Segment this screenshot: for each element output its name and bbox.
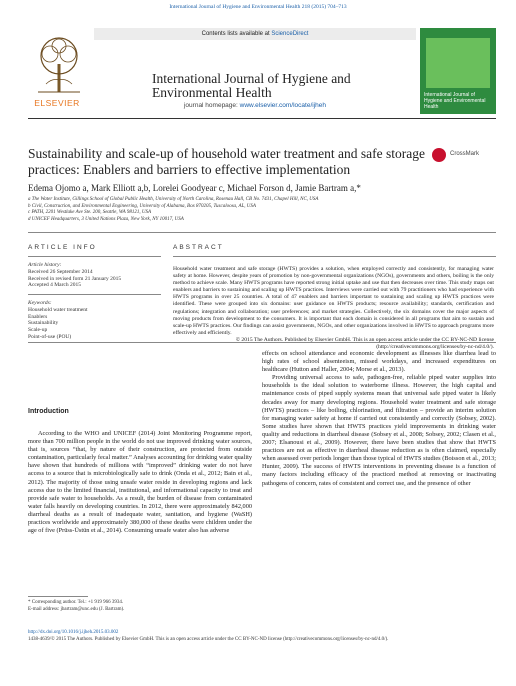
article-history <box>28 262 163 289</box>
author-list: Edema Ojomo a, Mark Elliott a,b, Lorelei Goodyear c, Michael Forson d, Jamie Bartram a,* <box>28 183 361 193</box>
contents-bar <box>94 28 416 40</box>
keyword-item: Enablers <box>28 313 48 320</box>
contents-prefix: Contents lists available at <box>201 31 272 37</box>
page-footer <box>28 630 496 643</box>
footnote-rule <box>28 596 88 597</box>
keyword-item: Point-of-use (POU) <box>28 333 72 340</box>
keywords <box>28 300 163 341</box>
affiliation-a: a The Water Institute, Gillings School of Global Public Health, University of North Carolina, Rosenau Hall, CB No. 7431, Chapel Hill, NC, USA <box>28 197 319 202</box>
history-received: Received 26 September 2014 <box>28 268 93 275</box>
history-accepted: Accepted 4 March 2015 <box>28 282 81 289</box>
article-info-rule <box>28 256 161 257</box>
journal-citation[interactable]: International Journal of Hygiene and Environmental Health 218 (2015) 704–713 <box>169 4 347 10</box>
intro-column-2 <box>262 350 496 488</box>
crossmark-label[interactable]: CrossMark <box>450 151 480 157</box>
journal-homepage <box>94 102 416 109</box>
article-title: Sustainability and scale-up of household water treatment and safe storage practices: Enablers and barriers to effective implementation <box>28 146 425 177</box>
abstract-body: Household water treatment and safe storage (HWTS) provides a solution, when employed correctly and consistently, for managing water safety at home. However, despite years of promotion by non-governmental organizations (NGOs), governments and others, boiling is the only method to achieve scale. Many HWTS programs have reported strong initial uptake and use that then decreases over time. This study maps out enablers and barriers to sustaining and scaling up HWTS practices. Interviews were carried out with 79 practitioners who had experience with HWTS programs in over 25 countries. A total of 47 enablers and barriers important to sustaining and scaling up HWTS practices were identified. These were grouped into six domains: user guidance on HWTS products; resource availability; standards, certification and regulations; integration and collaboration; user preferences; and market strategies. Collectively, the six domains cover the major aspects of moving products from development to the consumers. It is important that each domain is considered in all programs that aim to sustain and scale-up HWTS practices. Our findings can assist governments, NGOs, and other organizations involved in HWTS to approach programs more effectively and efficiently. <box>173 266 494 336</box>
homepage-prefix: journal homepage: <box>183 102 240 109</box>
intro-paragraph-2: effects on school attendance and economic development as illnesses like diarrhea lead to high rates of school absenteeism, missed workdays, and increased expenditures on healthcare (Hutton and Haller, 2004; Morse et al., 2013). <box>262 350 496 374</box>
affiliation-rule <box>28 232 496 233</box>
elsevier-tree-logo <box>28 34 90 96</box>
cover-picture <box>426 38 490 88</box>
issn-license: 1438-4639/© 2015 The Authors. Published by Elsevier GmbH. This is an open access article under the CC BY-NC-ND license (http://creativecommons.org/licenses/by-nc-nd/4.0/). <box>28 636 389 642</box>
article-info-heading: ARTICLE INFO <box>28 244 97 251</box>
journal-cover-image <box>420 28 496 114</box>
footnote <box>28 600 252 613</box>
corresponding-author: * Corresponding author. Tel.: +1 919 966 3934. <box>28 600 124 605</box>
abstract-copyright: © 2015 The Authors. Published by Elsevier GmbH. This is an open access article under the CC BY-NC-ND license (http://creativecommons.org/licenses/by-nc-nd/4.0/). <box>235 336 494 351</box>
affiliation-b: b Civil, Construction, and Environmental Engineering, University of Alabama, Box 870205, Tuscaloosa, AL, USA <box>28 203 256 209</box>
affiliation-d: d UNICEF Headquarters, 3 United Nations Plaza, New York, NY 10017, USA <box>28 216 184 222</box>
introduction-heading: Introduction <box>28 408 69 415</box>
history-revised: Received in revised form 21 January 2015 <box>28 275 122 282</box>
abstract-end-rule <box>28 342 496 343</box>
affiliation-c: c PATH, 2201 Westlake Ave Ste. 200, Seattle, WA 98121, USA <box>28 210 152 215</box>
intro-column-1 <box>28 430 252 535</box>
doi-link[interactable]: http://dx.doi.org/10.1016/j.ijheh.2015.03.002 <box>28 630 119 635</box>
publisher-name: ELSEVIER <box>34 98 80 108</box>
keyword-item: Scale-up <box>28 327 48 334</box>
journal-title-line2: Environmental Health <box>152 85 272 100</box>
author-email[interactable]: E-mail address: jbartram@unc.edu (J. Bartram). <box>28 606 125 612</box>
abstract-text <box>173 266 494 351</box>
journal-title-line1: International Journal of Hygiene and <box>152 71 351 86</box>
cover-text: International Journal of Hygiene and Environmental Health <box>424 92 486 110</box>
intro-paragraph-3: Providing universal access to safe, pathogen-free, reliable piped water supplies into households is the ideal solution to waterborne illness. However, the high capital and maintenance costs of piped supply systems mean that universal safe piped water is likely decades away for many developing regions. Household water treatment and safe storage (HWTS) practices – like boiling, chlorination, and filtration – provide an interim solution for managing water safety at home if carried out consistently and correctly (Sobsey, 2002). Some studies have shown that HWTS practices yield improvements in drinking water quality and reductions in diarrheal disease (Sobsey et al., 2008; Sobsey, 2002; Clasen et al., 2007; Elsanousi et al., 2009). However, there have been studies that show that HWTS practices are not as effective in diarrheal disease reduction as is often claimed, especially when assessed over periods longer than those typical of HWTS studies (Boisson et al., 2013; Hunter, 2009). The success of HWTS interventions in preventing disease is a function of many factors including efficacy of the practiced method at removing or inactivating pathogens of concern, rates of consistent and correct use, and the presence of other <box>262 374 496 487</box>
crossmark-icon[interactable] <box>432 148 446 162</box>
abstract-rule <box>173 256 496 257</box>
header-rule <box>28 118 496 119</box>
abstract-heading: ABSTRACT <box>173 244 224 251</box>
keyword-item: Household water treatment <box>28 306 88 313</box>
keywords-label: Keywords: <box>28 300 52 306</box>
journal-title <box>152 72 351 100</box>
intro-paragraph-1: According to the WHO and UNICEF (2014) Joint Monitoring Programme report, more than 700 million people in the world do not use improved drinking water sources, that is, sources “that, by nature of their construction, are protected from outside contamination, particularly fecal matter.” Analyses accounting for drinking water quality have shown that hundreds of millions with “improved” drinking water do not have access to a source that is microbiologically safe to drink (Onda et al., 2012; Bain et al., 2012). The majority of those using unsafe water reside in developing regions and lack access due to the limited financial, institutional, and informational capacity to treat and provide safe water to households. As a result, the burden of disease from contaminated water falls heavily on developing countries. In 2012, there were approximately 842,000 diarrheal deaths as a result of inadequate water, sanitation, and hygiene (WaSH) practices worldwide and approximately 380,000 of these deaths were children under the age of five (Prüss-Üstün et al., 2014). Consuming unsafe water also has adverse <box>28 430 252 535</box>
sciencedirect-link[interactable]: ScienceDirect <box>271 31 309 37</box>
keywords-rule <box>28 294 161 295</box>
homepage-link[interactable]: www.elsevier.com/locate/ijheh <box>239 102 326 109</box>
keyword-item: Sustainability <box>28 320 59 327</box>
history-label: Article history: <box>28 262 62 268</box>
